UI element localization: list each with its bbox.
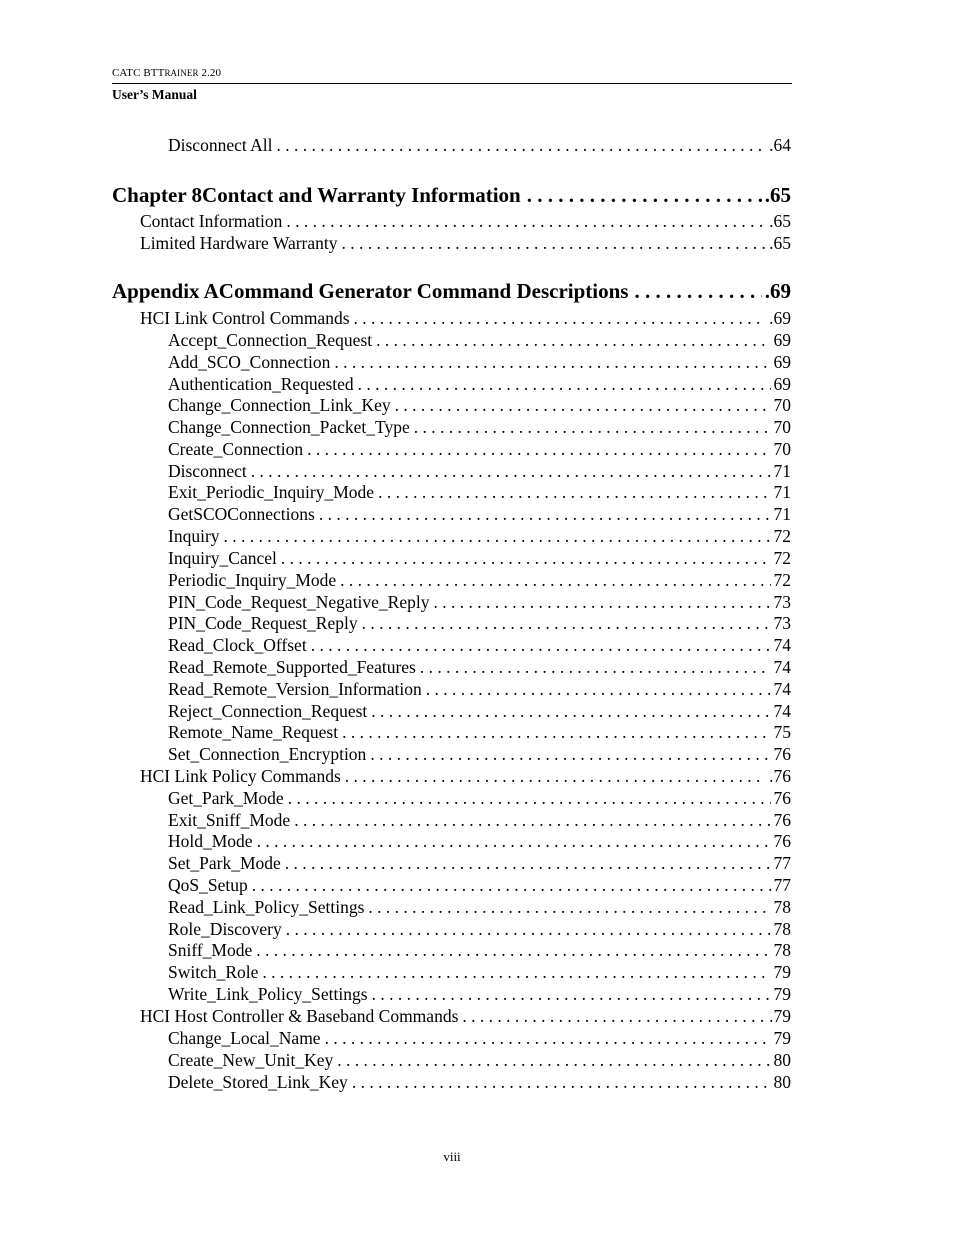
toc-subsection-entry[interactable] (168, 940, 791, 961)
toc-section-entry[interactable] (140, 1006, 791, 1027)
toc-subsection-entry[interactable] (168, 744, 791, 765)
toc-subsection-entry[interactable] (168, 352, 791, 373)
toc-page-number: 78 (773, 897, 791, 917)
dot-leader (395, 395, 771, 416)
toc-entry-label: Create_New_Unit_Key (168, 1050, 334, 1070)
toc-subsection-entry[interactable] (168, 679, 791, 700)
toc-entry-label: HCI Link Policy Commands (140, 766, 341, 786)
toc-subsection-entry[interactable] (168, 722, 791, 743)
toc-page-number: 73 (773, 592, 791, 612)
dot-leader (462, 1006, 766, 1027)
toc-entry-label: Delete_Stored_Link_Key (168, 1072, 348, 1092)
toc-page-number: .65 (769, 211, 791, 231)
toc-subsection-entry[interactable] (168, 1050, 791, 1071)
toc-section-entry[interactable] (140, 766, 791, 787)
toc-entry-label: Remote_Name_Request (168, 722, 339, 742)
toc-entry-label: Change_Local_Name (168, 1028, 321, 1048)
toc-entry-label: Disconnect All (168, 135, 273, 155)
toc-subsection-entry[interactable] (168, 1028, 791, 1049)
toc-page-number: 71 (773, 482, 791, 502)
dot-leader (376, 330, 770, 351)
toc-entry-label: Command Generator Command Descriptions (218, 279, 629, 303)
toc-entry-label: QoS_Setup (168, 875, 248, 895)
toc-entry-label: GetSCOConnections (168, 504, 315, 524)
toc-entry-label: HCI Link Control Commands (140, 308, 350, 328)
toc-entry-label: Contact Information (140, 211, 283, 231)
toc-subsection-entry[interactable] (168, 417, 791, 438)
dot-leader (307, 439, 770, 460)
toc-subsection-entry[interactable] (168, 875, 791, 896)
toc-page-number: 74 (773, 635, 791, 655)
toc-entry-label: Read_Clock_Offset (168, 635, 307, 655)
toc-page-number: .76 (769, 766, 791, 786)
toc-page-number: 76 (773, 810, 791, 830)
toc-entry-label: Accept_Connection_Request (168, 330, 373, 350)
toc-chapter-entry[interactable] (112, 182, 791, 208)
dot-leader (256, 940, 770, 961)
dot-leader (362, 613, 771, 634)
dot-leader (334, 352, 770, 373)
dot-leader (634, 278, 761, 304)
dot-leader (286, 919, 771, 940)
dot-leader (277, 135, 767, 156)
toc-page-number: 79 (773, 1028, 791, 1048)
toc-page-number: 70 (773, 417, 791, 437)
toc-subsection-entry[interactable] (168, 897, 791, 918)
toc-entry-label: Change_Connection_Packet_Type (168, 417, 410, 437)
toc-page-number: 80 (773, 1072, 791, 1092)
toc-page-number: 79 (773, 984, 791, 1004)
dot-leader (378, 482, 770, 503)
toc-page-number: 71 (773, 461, 791, 481)
toc-page-number: .69 (769, 308, 791, 328)
toc-section-entry[interactable] (140, 233, 791, 254)
toc-entry-label: Hold_Mode (168, 831, 253, 851)
toc-entry-label: Write_Link_Policy_Settings (168, 984, 368, 1004)
toc-subsection-entry[interactable] (168, 592, 791, 613)
toc-subsection-entry[interactable] (168, 504, 791, 525)
dot-leader (370, 744, 770, 765)
toc-entry-label: Periodic_Inquiry_Mode (168, 570, 337, 590)
toc-subsection-entry[interactable] (168, 135, 791, 156)
dot-leader (420, 657, 771, 678)
toc-page-number: .64 (769, 135, 791, 155)
toc-page-number: 74 (773, 657, 791, 677)
dot-leader (294, 810, 770, 831)
toc-page-number: 78 (773, 919, 791, 939)
toc-entry-label: Inquiry_Cancel (168, 548, 277, 568)
dot-leader (358, 374, 771, 395)
dot-leader (371, 701, 770, 722)
toc-entry-label: Read_Link_Policy_Settings (168, 897, 365, 917)
toc-page-number: 76 (773, 788, 791, 808)
toc-page-number: 69 (773, 374, 791, 394)
toc-page-number: 70 (773, 439, 791, 459)
toc-subsection-entry[interactable] (168, 374, 791, 395)
toc-page-number: .69 (764, 279, 791, 303)
toc-entry-label: PIN_Code_Request_Negative_Reply (168, 592, 430, 612)
toc-page-number: 74 (773, 701, 791, 721)
toc-subsection-entry[interactable] (168, 526, 791, 547)
toc-entry-label: Exit_Sniff_Mode (168, 810, 291, 830)
toc-subsection-entry[interactable] (168, 613, 791, 634)
toc-page-number: .65 (769, 233, 791, 253)
toc-subsection-entry[interactable] (168, 701, 791, 722)
chapter-number: Chapter 8 (112, 183, 203, 207)
toc-page-number: 79 (773, 962, 791, 982)
toc-subsection-entry[interactable] (168, 635, 791, 656)
toc-page-number: 73 (773, 613, 791, 633)
toc-entry-label: Role_Discovery (168, 919, 282, 939)
toc-page-number: 72 (773, 548, 791, 568)
page-number: viii (443, 1149, 461, 1164)
toc-entry-label: Create_Connection (168, 439, 304, 459)
dot-leader (337, 1050, 770, 1071)
toc-page-number: 76 (773, 744, 791, 764)
toc-page-number: 69 (773, 352, 791, 372)
toc-entry-label: Read_Remote_Supported_Features (168, 657, 416, 677)
toc-page-number: 71 (773, 504, 791, 524)
toc-page-number: 72 (773, 526, 791, 546)
dot-leader (342, 722, 770, 743)
chapter-number: Appendix A (112, 279, 219, 303)
manual-title: User’s Manual (112, 87, 197, 102)
toc-subsection-entry[interactable] (168, 548, 791, 569)
toc-entry-label: Switch_Role (168, 962, 259, 982)
toc-entry-label: HCI Host Controller & Baseband Commands (140, 1006, 459, 1026)
dot-leader (311, 635, 771, 656)
toc-page-number: .65 (764, 183, 791, 207)
toc-subsection-entry[interactable] (168, 962, 791, 983)
toc-subsection-entry[interactable] (168, 788, 791, 809)
toc-page-number: 72 (773, 570, 791, 590)
toc-entry-label: Read_Remote_Version_Information (168, 679, 422, 699)
dot-leader (325, 1028, 771, 1049)
dot-leader (414, 417, 771, 438)
header-rule (112, 83, 792, 84)
dot-leader (262, 962, 770, 983)
toc-entry-label: Contact and Warranty Information (202, 183, 521, 207)
toc-page-number: 76 (773, 831, 791, 851)
toc-subsection-entry[interactable] (168, 395, 791, 416)
toc-page-number: .79 (769, 1006, 791, 1026)
toc-subsection-entry[interactable] (168, 831, 791, 852)
dot-leader (286, 211, 766, 232)
toc-entry-label: Sniff_Mode (168, 940, 253, 960)
toc-entry-label: Disconnect (168, 461, 247, 481)
dot-leader (354, 308, 767, 329)
running-header (112, 66, 792, 104)
toc-entry-label: Inquiry (168, 526, 220, 546)
toc-page-number: 74 (773, 679, 791, 699)
toc-subsection-entry[interactable] (168, 810, 791, 831)
toc-section-entry[interactable] (140, 308, 791, 329)
dot-leader (372, 984, 771, 1005)
dot-leader (252, 875, 771, 896)
toc-page-number: 77 (773, 853, 791, 873)
dot-leader (281, 548, 771, 569)
toc-page-number: 69 (773, 330, 791, 350)
toc-subsection-entry[interactable] (168, 853, 791, 874)
toc-entry-label: Authentication_Requested (168, 374, 354, 394)
dot-leader (251, 461, 771, 482)
dot-leader (340, 570, 770, 591)
toc-subsection-entry[interactable] (168, 482, 791, 503)
dot-leader (433, 592, 770, 613)
toc-entry-label: Get_Park_Mode (168, 788, 284, 808)
dot-leader (368, 897, 770, 918)
toc-page-number: 77 (773, 875, 791, 895)
toc-page-number: 78 (773, 940, 791, 960)
toc-chapter-entry[interactable] (112, 278, 791, 304)
toc-entry-label: Change_Connection_Link_Key (168, 395, 391, 415)
dot-leader (288, 788, 771, 809)
product-title: CATC BTTRAINER 2.20 (112, 67, 222, 79)
toc-subsection-entry[interactable] (168, 984, 791, 1005)
toc-entry-label: Limited Hardware Warranty (140, 233, 338, 253)
toc-subsection-entry[interactable] (168, 461, 791, 482)
dot-leader (224, 526, 771, 547)
toc-entry-label: Set_Park_Mode (168, 853, 281, 873)
toc-section-entry[interactable] (140, 211, 791, 232)
dot-leader (319, 504, 771, 525)
toc-entry-label: Set_Connection_Encryption (168, 744, 367, 764)
toc-page-number: 70 (773, 395, 791, 415)
toc-subsection-entry[interactable] (168, 439, 791, 460)
toc-page-number: 80 (773, 1050, 791, 1070)
toc-entry-label: PIN_Code_Request_Reply (168, 613, 358, 633)
dot-leader (352, 1072, 771, 1093)
toc-entry-label: Exit_Periodic_Inquiry_Mode (168, 482, 375, 502)
dot-leader (342, 233, 767, 254)
dot-leader (426, 679, 771, 700)
toc-subsection-entry[interactable] (168, 657, 791, 678)
toc-page-number: 75 (773, 722, 791, 742)
toc-subsection-entry[interactable] (168, 1072, 791, 1093)
toc-subsection-entry[interactable] (168, 330, 791, 351)
dot-leader (257, 831, 771, 852)
toc-entry-label: Add_SCO_Connection (168, 352, 331, 372)
dot-leader (345, 766, 766, 787)
toc-subsection-entry[interactable] (168, 570, 791, 591)
toc-entry-label: Reject_Connection_Request (168, 701, 368, 721)
dot-leader (285, 853, 771, 874)
dot-leader (527, 182, 762, 208)
toc-subsection-entry[interactable] (168, 919, 791, 940)
